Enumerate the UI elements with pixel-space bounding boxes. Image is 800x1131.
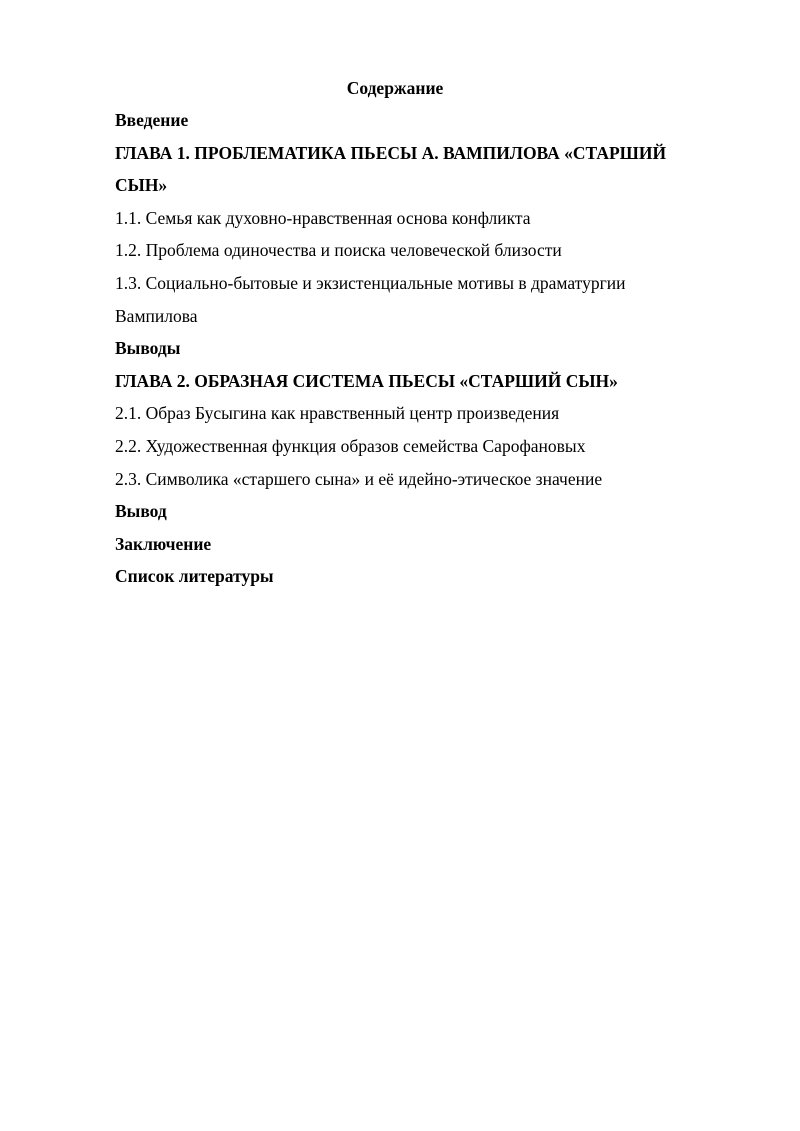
toc-title-text: Содержание xyxy=(346,78,444,98)
toc-entry-final-conclusion: Заключение xyxy=(115,533,212,554)
toc-entry-2-2: 2.2. Художественная функция образов семейства Сарофановых xyxy=(115,435,586,456)
toc-entry-conclusions-1: Выводы xyxy=(115,338,181,359)
toc-entry-introduction: Введение xyxy=(115,110,189,130)
toc-entry-2-3: 2.3. Символика «старшего сына» и её идейно-этическое значение xyxy=(115,468,603,489)
toc-entry-chapter-2: ГЛАВА 2. ОБРАЗНАЯ СИСТЕМА ПЬЕСЫ «СТАРШИЙ СЫН» xyxy=(115,370,618,391)
toc-entry-chapter-1-line-1: ГЛАВА 1. ПРОБЛЕМАТИКА ПЬЕСЫ А. ВАМПИЛОВА «СТАРШИЙ xyxy=(115,142,667,163)
toc-entry-2-1: 2.1. Образ Бусыгина как нравственный центр произведения xyxy=(115,403,560,424)
table-of-contents xyxy=(115,72,735,593)
toc-entry-1-3-line-2: Вампилова xyxy=(115,305,198,326)
toc-entry-1-2: 1.2. Проблема одиночества и поиска человеческой близости xyxy=(115,240,562,261)
toc-title xyxy=(0,72,675,104)
toc-entry-chapter-1-line-2: СЫН» xyxy=(115,175,168,196)
toc-entry-conclusion-2: Вывод xyxy=(115,501,167,522)
toc-entry-1-1: 1.1. Семья как духовно-нравственная основа конфликта xyxy=(115,207,531,228)
toc-entry-references: Список литературы xyxy=(115,566,274,587)
toc-entry-1-3-line-1: 1.3. Социально-бытовые и экзистенциальные мотивы в драматургии xyxy=(115,272,626,293)
